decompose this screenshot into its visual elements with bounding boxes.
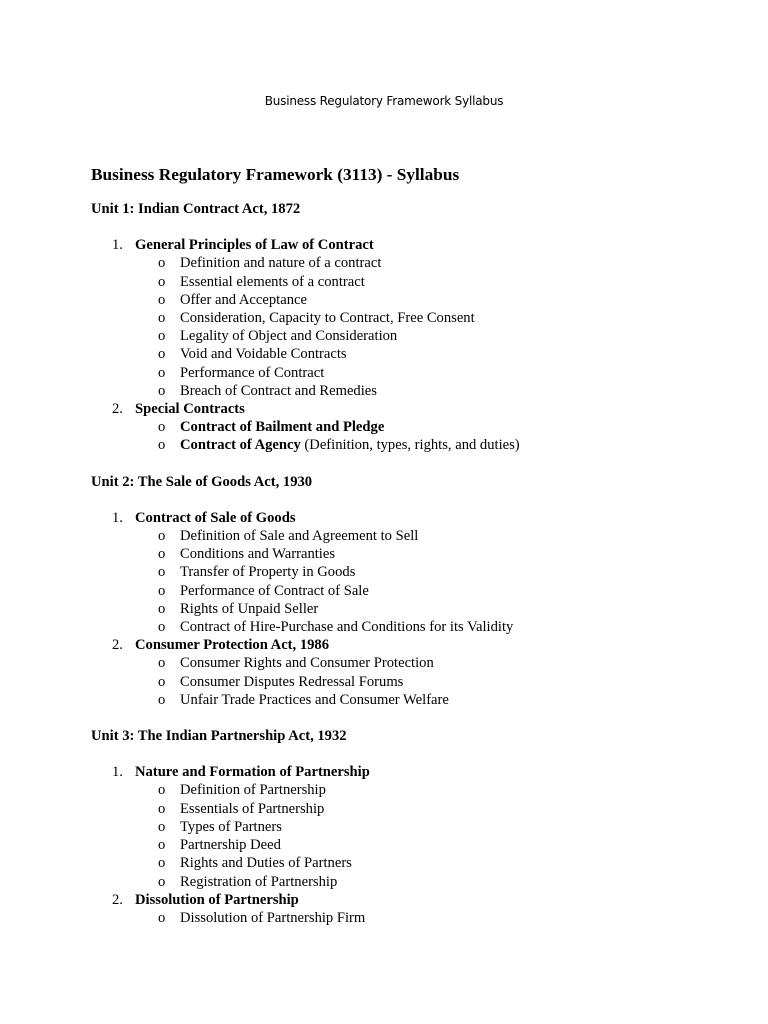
list-item [91,527,731,545]
bullet-icon: o [158,437,166,454]
list-item-text: Contract of Hire-Purchase and Conditions for its Validity [180,619,514,636]
list-item-text: Registration of Partnership [180,873,338,890]
topic-item [91,891,731,909]
unit-heading: Unit 1: Indian Contract Act, 1872 [91,201,301,217]
topic-title: Consumer Protection Act, 1986 [135,637,330,654]
list-item-text: Performance of Contract [180,364,325,381]
bullet-icon: o [158,800,166,817]
bullet-icon: o [158,855,166,872]
list-item [91,563,731,581]
list-item [91,436,731,454]
list-item-text: Rights of Unpaid Seller [180,600,319,617]
bullet-icon: o [158,310,166,327]
bullet-icon: o [158,419,166,436]
list-item [91,800,731,818]
bullet-icon: o [158,782,166,799]
list-item [91,654,731,672]
topic-number: 1. [112,509,123,526]
list-item [91,909,731,927]
bullet-icon: o [158,364,166,381]
list-item-text: Essential elements of a contract [180,273,365,290]
list-item [91,781,731,799]
list-item [91,418,731,436]
bullet-icon: o [158,328,166,345]
unit-heading: Unit 3: The Indian Partnership Act, 1932 [91,728,347,745]
list-item [91,618,731,636]
list-item [91,691,731,709]
list-item-text: Rights and Duties of Partners [180,855,352,872]
list-item-text: Partnership Deed [180,837,281,854]
bullet-icon: o [158,909,166,926]
list-item [91,364,731,382]
bullet-icon: o [158,673,166,690]
topic-number: 1. [112,764,123,781]
list-item-text: Essentials of Partnership [180,800,325,817]
document-body [91,164,731,945]
list-item [91,836,731,854]
topic-number: 1. [112,237,123,254]
list-item-text: Transfer of Property in Goods [180,564,356,581]
list-item [91,600,731,618]
list-item-text: Performance of Contract of Sale [180,582,369,599]
unit-heading: Unit 2: The Sale of Goods Act, 1930 [91,473,313,490]
bullet-icon: o [158,273,166,290]
list-item-text: Consideration, Capacity to Contract, Free Consent [180,310,475,327]
list-item-text: Unfair Trade Practices and Consumer Welfare [180,691,449,708]
list-item [91,854,731,872]
list-item-text: Dissolution of Partnership Firm [180,909,366,926]
bullet-icon: o [158,564,166,581]
document-title: Business Regulatory Framework (3113) - Syllabus [91,165,460,184]
list-item-text: Offer and Acceptance [180,291,307,308]
bullet-icon: o [158,873,166,890]
topic-title: Nature and Formation of Partnership [135,764,370,781]
list-item-text: Conditions and Warranties [180,546,336,563]
bullet-icon: o [158,346,166,363]
page-header: Business Regulatory Framework Syllabus [264,94,504,108]
bullet-icon: o [158,818,166,835]
topic-number: 2. [112,891,123,908]
unit-section [91,763,731,927]
topic-item [91,400,731,418]
unit-section [91,509,731,709]
list-item [91,818,731,836]
list-item [91,545,731,563]
bullet-icon: o [158,691,166,708]
topic-title: Dissolution of Partnership [135,891,299,908]
list-item-text: Breach of Contract and Remedies [180,382,377,399]
bullet-icon: o [158,255,166,272]
topic-title: Special Contracts [135,401,245,418]
list-item [91,327,731,345]
list-item-text: Consumer Rights and Consumer Protection [180,655,434,672]
list-item-text: Definition of Partnership [180,782,326,799]
bullet-icon: o [158,546,166,563]
list-item-bold-label: Contract of Bailment and Pledge [180,419,385,436]
list-item-text: (Definition, types, rights, and duties) [300,437,520,454]
topic-item [91,636,731,654]
bullet-icon: o [158,528,166,545]
list-item [91,382,731,400]
topic-item [91,763,731,781]
list-item-text: Definition of Sale and Agreement to Sell [180,528,419,545]
topic-item [91,236,731,254]
bullet-icon: o [158,619,166,636]
topic-number: 2. [112,637,123,654]
list-item-text: Void and Voidable Contracts [180,346,347,363]
list-item-text: Consumer Disputes Redressal Forums [180,673,404,690]
list-item-text: Legality of Object and Consideration [180,328,398,345]
list-item [91,309,731,327]
list-item-text: Types of Partners [180,818,282,835]
list-item-text: Definition and nature of a contract [180,255,382,272]
bullet-icon: o [158,655,166,672]
list-item [91,582,731,600]
topic-item [91,509,731,527]
bullet-icon: o [158,837,166,854]
list-item [91,254,731,272]
list-item [91,345,731,363]
list-item [91,273,731,291]
list-item-bold-label: Contract of Agency [180,437,301,454]
list-item [91,673,731,691]
bullet-icon: o [158,582,166,599]
topic-title: Contract of Sale of Goods [135,509,296,526]
bullet-icon: o [158,600,166,617]
topic-title: General Principles of Law of Contract [135,237,374,254]
unit-section [91,236,731,454]
list-item [91,873,731,891]
bullet-icon: o [158,382,166,399]
bullet-icon: o [158,291,166,308]
topic-number: 2. [112,401,123,418]
list-item [91,291,731,309]
